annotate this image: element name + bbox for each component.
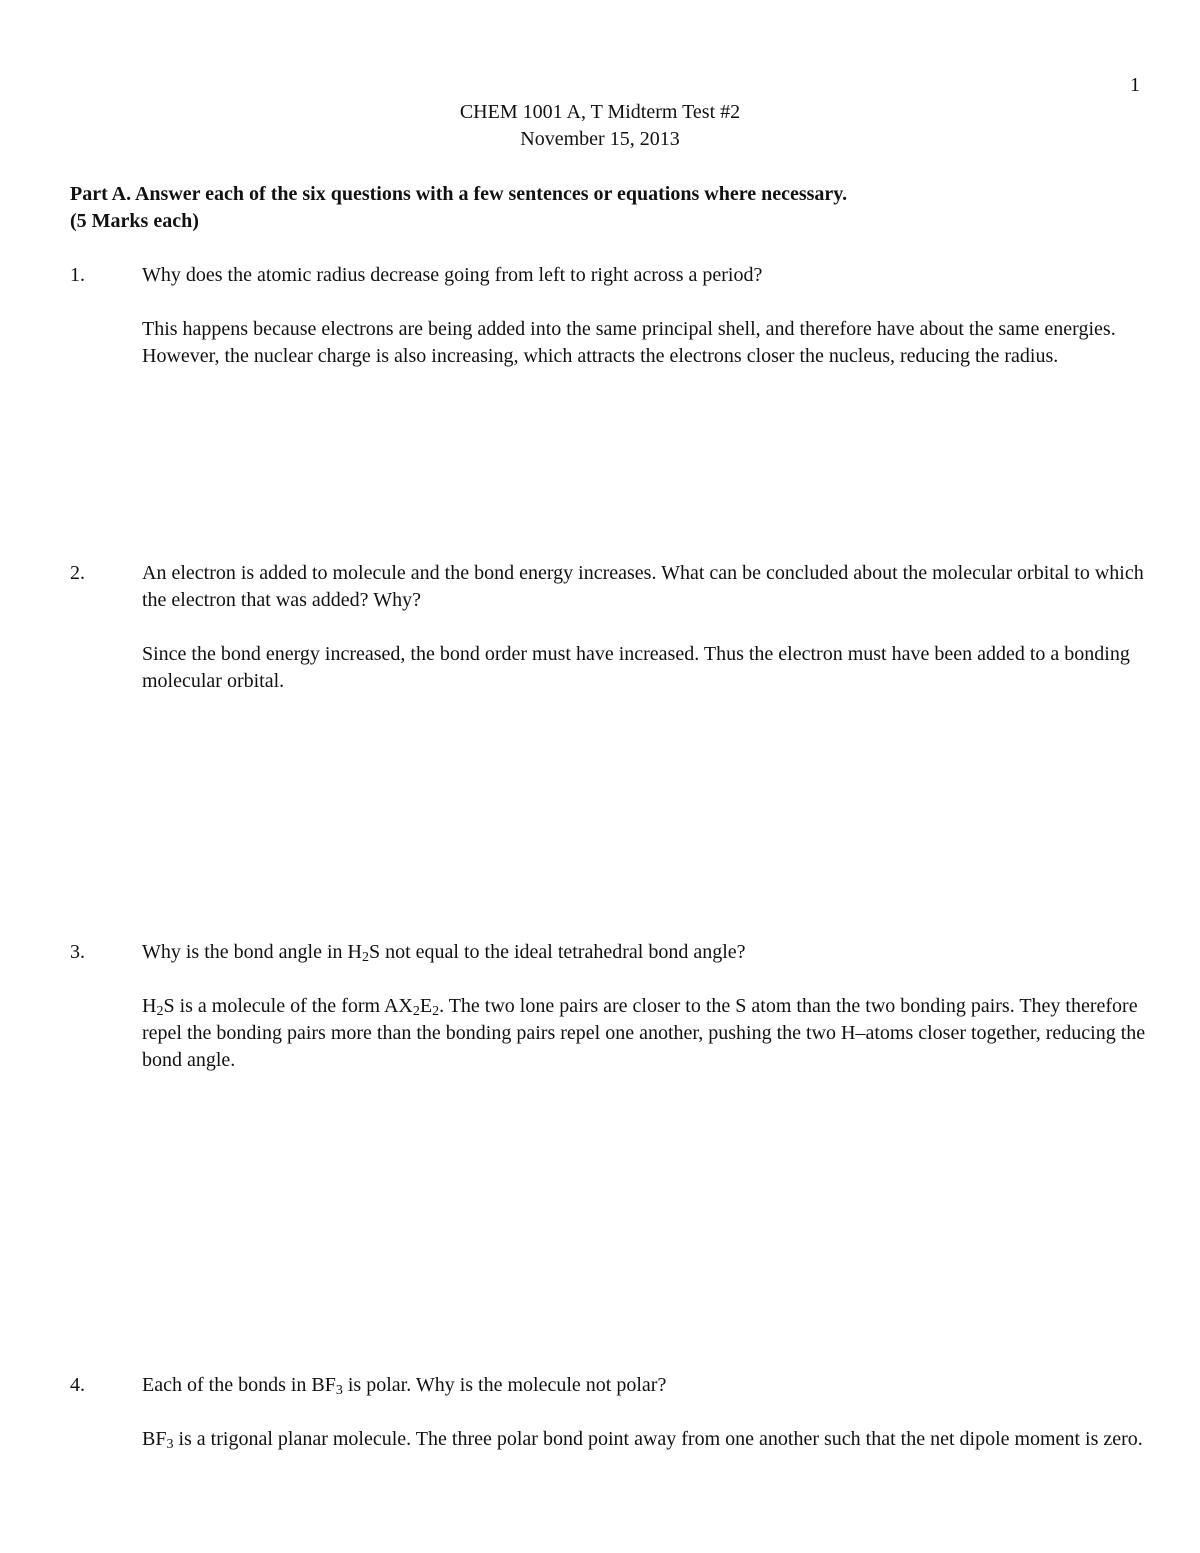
part-a-instructions	[70, 181, 1150, 235]
question-1	[70, 262, 1150, 370]
question-text: Each of the bonds in $BF_3$ is polar. Why is the molecule not polar?	[142, 1374, 667, 1398]
question-1-row	[70, 262, 1150, 289]
document-title: CHEM 1001 A, T Midterm Test #2	[459, 101, 741, 123]
question-2-row	[70, 560, 1150, 614]
question-number: 4.	[70, 1374, 85, 1396]
question-number: 1.	[70, 264, 85, 286]
instructions-line-2: (5 Marks each)	[70, 210, 199, 232]
document-header	[0, 99, 1200, 153]
question-3-row	[70, 939, 1150, 966]
question-3	[70, 939, 1150, 1074]
question-text: Why does the atomic radius decrease going from left to right across a period?	[142, 264, 763, 286]
question-2	[70, 560, 1150, 695]
answer-text: $BF_3$ is a trigonal planar molecule. The three polar bond point away from one another such that the net dipole moment is zero.	[142, 1428, 1143, 1452]
answer-text: Since the bond energy increased, the bond order must have increased. Thus the electron must have been added to a bonding molecular orbital.	[142, 643, 1130, 692]
question-text: Why is the bond angle in $H_2S$ not equal to the ideal tetrahedral bond angle?	[142, 941, 746, 965]
document-date: November 15, 2013	[520, 128, 680, 150]
answer-text: $H_2S$ is a molecule of the form $AX_2E_2$. The two lone pairs are closer to the S atom than the two bonding pairs. They therefore repel the bonding pairs more than the bonding pairs repel one another, pushing the two H–atoms closer together, reducing the bond angle.	[142, 995, 1146, 1071]
question-text: An electron is added to molecule and the bond energy increases. What can be concluded about the molecular orbital to which the electron that was added? Why?	[142, 562, 1144, 611]
answer-text: This happens because electrons are being added into the same principal shell, and therefore have about the same energies. However, the nuclear charge is also increasing, which attracts the electrons closer the nucleus, reducing the radius.	[142, 318, 1116, 367]
question-4-row	[70, 1372, 1150, 1399]
page-number: 1	[1130, 74, 1140, 96]
instructions-line-1: Part A. Answer each of the six questions with a few sentences or equations where necessary.	[70, 183, 848, 205]
question-number: 2.	[70, 562, 85, 584]
question-4	[70, 1372, 1150, 1453]
question-number: 3.	[70, 941, 85, 963]
